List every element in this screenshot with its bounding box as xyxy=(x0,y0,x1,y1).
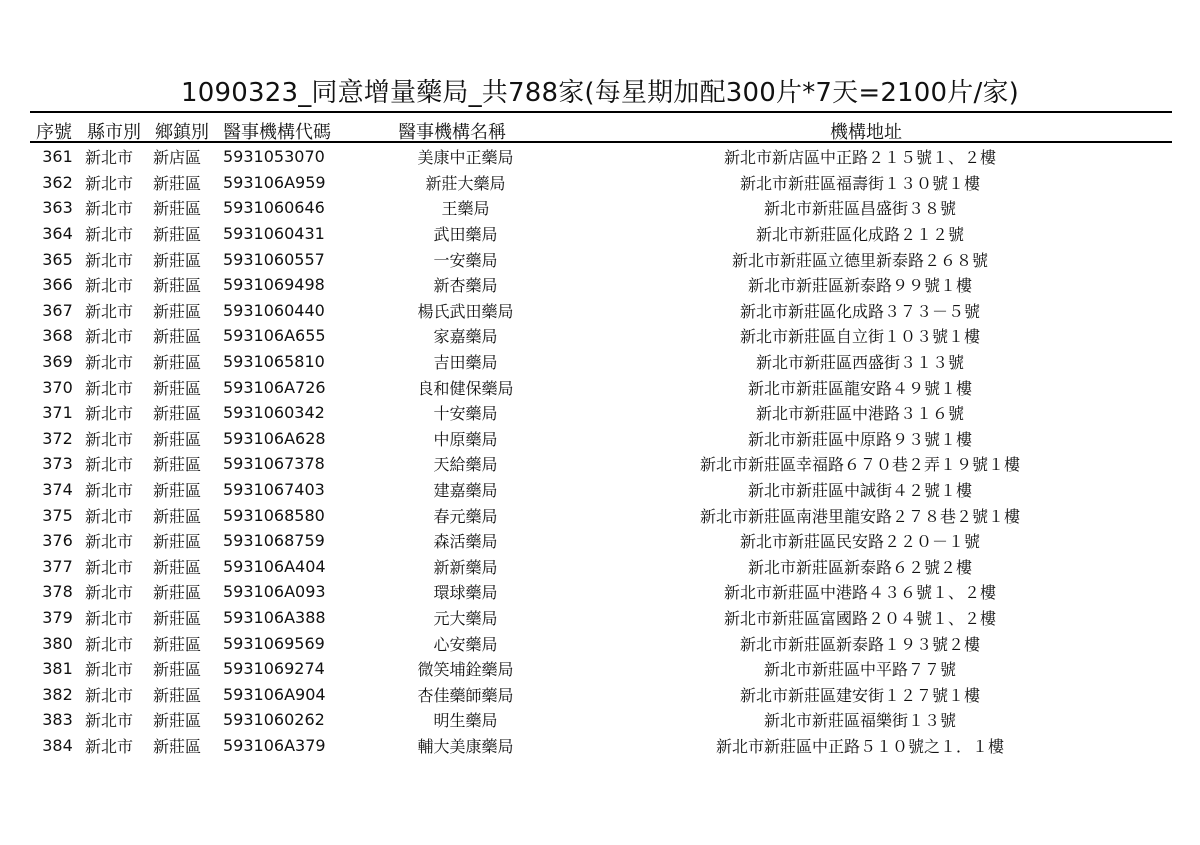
cell-name: 新杏藥局 xyxy=(433,276,498,296)
cell-town: 新店區 xyxy=(153,148,202,168)
cell-seq: 375 xyxy=(42,505,73,525)
header-city: 縣市別 xyxy=(87,122,141,143)
cell-city: 新北市 xyxy=(85,353,134,373)
cell-town: 新莊區 xyxy=(153,173,202,193)
cell-name: 明生藥局 xyxy=(433,711,498,731)
cell-seq: 374 xyxy=(42,480,73,500)
cell-address: 新北市新莊區富國路２０４號１、２樓 xyxy=(723,608,996,628)
cell-seq: 365 xyxy=(42,249,73,269)
cell-seq: 377 xyxy=(42,556,73,576)
cell-address: 新北市新莊區福壽街１３０號１樓 xyxy=(739,173,980,193)
table-row xyxy=(30,144,1172,170)
cell-name: 輔大美康藥局 xyxy=(417,736,514,756)
cell-seq: 367 xyxy=(42,300,73,320)
cell-town: 新莊區 xyxy=(153,557,202,577)
header-code: 醫事機構代碼 xyxy=(223,122,331,143)
table-row xyxy=(30,681,1172,707)
cell-seq: 366 xyxy=(42,275,73,295)
cell-seq: 363 xyxy=(42,198,73,218)
table-row xyxy=(30,630,1172,656)
cell-town: 新莊區 xyxy=(153,199,202,219)
cell-address: 新北市新莊區化成路２１２號 xyxy=(755,225,964,245)
cell-town: 新莊區 xyxy=(153,685,202,705)
cell-address: 新北市新莊區福樂街１３號 xyxy=(763,711,956,731)
cell-address: 新北市新莊區民安路２２０－１號 xyxy=(739,532,980,552)
cell-code: 5931069498 xyxy=(223,275,325,295)
cell-seq: 376 xyxy=(42,531,73,551)
cell-name: 十安藥局 xyxy=(433,404,498,424)
cell-seq: 364 xyxy=(42,224,73,244)
cell-address: 新北市新莊區中平路７７號 xyxy=(763,660,956,680)
header-town: 鄉鎮別 xyxy=(155,122,209,143)
cell-code: 5931060646 xyxy=(223,198,325,218)
cell-town: 新莊區 xyxy=(153,378,202,398)
cell-address: 新北市新莊區中原路９３號１樓 xyxy=(747,429,972,449)
cell-town: 新莊區 xyxy=(153,634,202,654)
cell-name: 建嘉藥局 xyxy=(433,481,498,501)
table-row xyxy=(30,272,1172,298)
cell-code: 5931068759 xyxy=(223,531,325,551)
cell-code: 593106A655 xyxy=(223,326,326,346)
cell-address: 新北市新莊區新泰路９９號１樓 xyxy=(747,276,972,296)
cell-city: 新北市 xyxy=(85,173,134,193)
cell-name: 美康中正藥局 xyxy=(417,148,514,168)
table-header xyxy=(30,111,1172,143)
cell-seq: 373 xyxy=(42,454,73,474)
cell-address: 新北市新莊區昌盛街３８號 xyxy=(763,199,956,219)
cell-name: 春元藥局 xyxy=(433,506,498,526)
cell-city: 新北市 xyxy=(85,250,134,270)
cell-seq: 369 xyxy=(42,352,73,372)
cell-city: 新北市 xyxy=(85,455,134,475)
cell-address: 新北市新莊區幸福路６７０巷２弄１９號１樓 xyxy=(699,455,1020,475)
cell-seq: 381 xyxy=(42,659,73,679)
cell-address: 新北市新莊區建安街１２７號１樓 xyxy=(739,685,980,705)
header-name: 醫事機構名稱 xyxy=(398,122,506,143)
cell-code: 5931067378 xyxy=(223,454,325,474)
header-address: 機構地址 xyxy=(830,122,902,143)
cell-town: 新莊區 xyxy=(153,532,202,552)
cell-town: 新莊區 xyxy=(153,608,202,628)
table-row xyxy=(30,477,1172,503)
cell-code: 5931060431 xyxy=(223,224,325,244)
cell-city: 新北市 xyxy=(85,557,134,577)
cell-address: 新北市新莊區立德里新泰路２６８號 xyxy=(731,250,988,270)
cell-city: 新北市 xyxy=(85,276,134,296)
cell-code: 593106A726 xyxy=(223,377,326,397)
cell-town: 新莊區 xyxy=(153,250,202,270)
cell-name: 家嘉藥局 xyxy=(433,327,498,347)
cell-code: 593106A959 xyxy=(223,172,326,192)
cell-name: 心安藥局 xyxy=(433,634,498,654)
table-row xyxy=(30,579,1172,605)
cell-code: 5931060440 xyxy=(223,300,325,320)
cell-code: 5931069274 xyxy=(223,659,325,679)
cell-code: 5931068580 xyxy=(223,505,325,525)
cell-name: 環球藥局 xyxy=(433,583,498,603)
cell-town: 新莊區 xyxy=(153,583,202,603)
cell-code: 5931060262 xyxy=(223,710,325,730)
cell-seq: 384 xyxy=(42,735,73,755)
cell-name: 吉田藥局 xyxy=(433,353,498,373)
cell-seq: 361 xyxy=(42,147,73,167)
cell-seq: 370 xyxy=(42,377,73,397)
cell-seq: 380 xyxy=(42,633,73,653)
cell-city: 新北市 xyxy=(85,685,134,705)
cell-city: 新北市 xyxy=(85,429,134,449)
cell-city: 新北市 xyxy=(85,301,134,321)
cell-town: 新莊區 xyxy=(153,225,202,245)
cell-address: 新北市新莊區中港路３１６號 xyxy=(755,404,964,424)
table-row xyxy=(30,170,1172,196)
cell-city: 新北市 xyxy=(85,660,134,680)
table-row xyxy=(30,298,1172,324)
cell-code: 593106A093 xyxy=(223,582,326,602)
cell-address: 新北市新莊區新泰路６２號２樓 xyxy=(747,557,972,577)
cell-code: 5931065810 xyxy=(223,352,325,372)
cell-code: 593106A404 xyxy=(223,556,326,576)
cell-city: 新北市 xyxy=(85,404,134,424)
cell-name: 中原藥局 xyxy=(433,429,498,449)
cell-address: 新北市新莊區化成路３７３－５號 xyxy=(739,301,980,321)
cell-code: 593106A904 xyxy=(223,684,326,704)
pharmacy-table-body xyxy=(30,144,1172,758)
cell-city: 新北市 xyxy=(85,225,134,245)
cell-code: 593106A628 xyxy=(223,428,326,448)
cell-town: 新莊區 xyxy=(153,276,202,296)
table-row xyxy=(30,605,1172,631)
table-row xyxy=(30,195,1172,221)
table-row xyxy=(30,323,1172,349)
header-seq: 序號 xyxy=(36,122,72,143)
table-row xyxy=(30,451,1172,477)
cell-city: 新北市 xyxy=(85,148,134,168)
cell-name: 良和健保藥局 xyxy=(417,378,514,398)
cell-name: 楊氏武田藥局 xyxy=(417,301,514,321)
cell-town: 新莊區 xyxy=(153,711,202,731)
table-row xyxy=(30,400,1172,426)
cell-name: 新新藥局 xyxy=(433,557,498,577)
cell-town: 新莊區 xyxy=(153,404,202,424)
cell-town: 新莊區 xyxy=(153,301,202,321)
cell-seq: 371 xyxy=(42,403,73,423)
document-title: 1090323_同意增量藥局_共788家(每星期加配300片*7天=2100片/家) xyxy=(181,78,1019,108)
cell-address: 新北市新莊區中正路５１０號之１．１樓 xyxy=(715,736,1004,756)
cell-address: 新北市新莊區南港里龍安路２７８巷２號１樓 xyxy=(699,506,1020,526)
cell-code: 5931067403 xyxy=(223,480,325,500)
cell-city: 新北市 xyxy=(85,481,134,501)
cell-city: 新北市 xyxy=(85,736,134,756)
table-row xyxy=(30,246,1172,272)
cell-address: 新北市新莊區中港路４３６號１、２樓 xyxy=(723,583,996,603)
cell-town: 新莊區 xyxy=(153,481,202,501)
cell-name: 王藥局 xyxy=(441,199,490,219)
cell-code: 593106A388 xyxy=(223,607,326,627)
cell-address: 新北市新莊區自立街１０３號１樓 xyxy=(739,327,980,347)
cell-address: 新北市新莊區新泰路１９３號２樓 xyxy=(739,634,980,654)
cell-code: 5931060342 xyxy=(223,403,325,423)
cell-city: 新北市 xyxy=(85,327,134,347)
cell-seq: 368 xyxy=(42,326,73,346)
cell-city: 新北市 xyxy=(85,634,134,654)
cell-city: 新北市 xyxy=(85,199,134,219)
table-row xyxy=(30,554,1172,580)
table-row xyxy=(30,426,1172,452)
table-row xyxy=(30,374,1172,400)
cell-name: 新莊大藥局 xyxy=(425,173,506,193)
table-row xyxy=(30,528,1172,554)
cell-city: 新北市 xyxy=(85,583,134,603)
cell-code: 5931053070 xyxy=(223,147,325,167)
cell-seq: 372 xyxy=(42,428,73,448)
cell-name: 森活藥局 xyxy=(433,532,498,552)
cell-name: 杏佳藥師藥局 xyxy=(417,685,514,705)
table-row xyxy=(30,656,1172,682)
cell-address: 新北市新莊區西盛街３１３號 xyxy=(755,353,964,373)
cell-name: 天給藥局 xyxy=(433,455,498,475)
cell-town: 新莊區 xyxy=(153,660,202,680)
cell-name: 元大藥局 xyxy=(433,608,498,628)
cell-address: 新北市新莊區龍安路４９號１樓 xyxy=(747,378,972,398)
cell-code: 593106A379 xyxy=(223,735,326,755)
table-row xyxy=(30,349,1172,375)
cell-name: 一安藥局 xyxy=(433,250,498,270)
cell-name: 武田藥局 xyxy=(433,225,498,245)
table-row xyxy=(30,221,1172,247)
cell-code: 5931060557 xyxy=(223,249,325,269)
cell-seq: 383 xyxy=(42,710,73,730)
cell-seq: 379 xyxy=(42,607,73,627)
table-row xyxy=(30,733,1172,759)
table-row xyxy=(30,707,1172,733)
cell-address: 新北市新莊區中誠街４２號１樓 xyxy=(747,481,972,501)
cell-name: 微笑埔銓藥局 xyxy=(417,660,514,680)
cell-seq: 382 xyxy=(42,684,73,704)
cell-seq: 362 xyxy=(42,172,73,192)
cell-town: 新莊區 xyxy=(153,506,202,526)
cell-city: 新北市 xyxy=(85,506,134,526)
cell-town: 新莊區 xyxy=(153,736,202,756)
table-row xyxy=(30,502,1172,528)
pharmacy-table xyxy=(30,144,1172,758)
cell-city: 新北市 xyxy=(85,532,134,552)
cell-city: 新北市 xyxy=(85,378,134,398)
cell-town: 新莊區 xyxy=(153,353,202,373)
cell-seq: 378 xyxy=(42,582,73,602)
cell-address: 新北市新店區中正路２１５號１、２樓 xyxy=(723,148,996,168)
cell-code: 5931069569 xyxy=(223,633,325,653)
cell-town: 新莊區 xyxy=(153,429,202,449)
cell-city: 新北市 xyxy=(85,711,134,731)
cell-town: 新莊區 xyxy=(153,327,202,347)
cell-town: 新莊區 xyxy=(153,455,202,475)
cell-city: 新北市 xyxy=(85,608,134,628)
